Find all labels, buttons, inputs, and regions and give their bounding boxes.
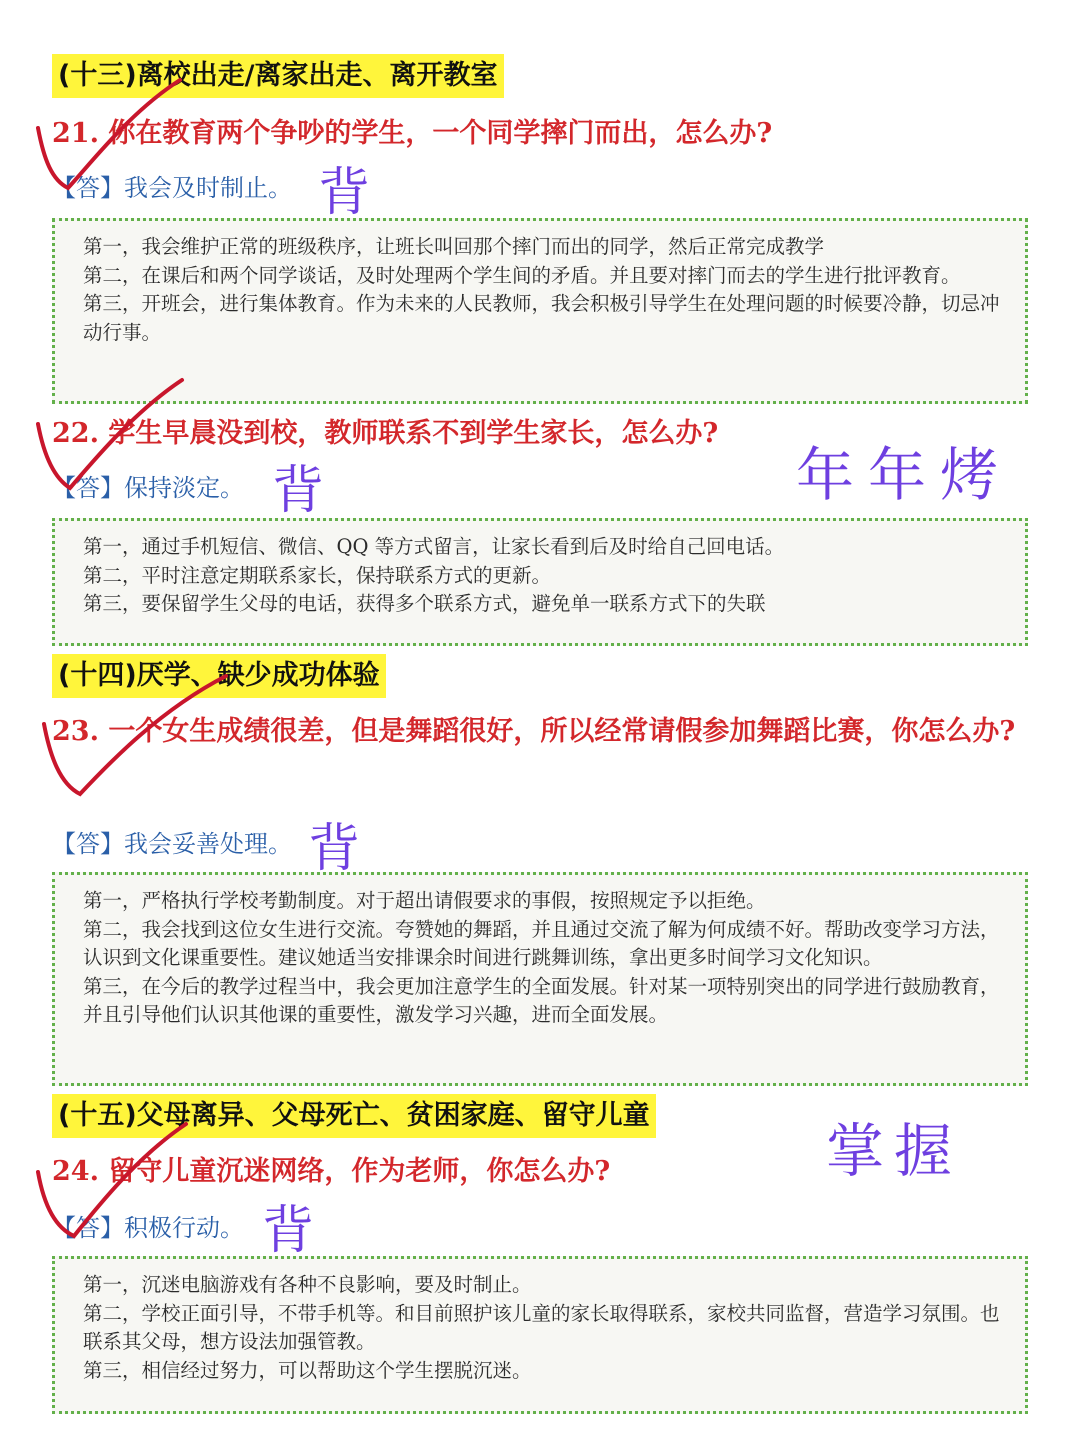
- answer-summary: 【答】我会及时制止。: [52, 174, 292, 202]
- question-title: 22. 学生早晨没到校，教师联系不到学生家长，怎么办?: [52, 418, 719, 449]
- section-heading: (十五)父母离异、父母死亡、贫困家庭、留守儿童: [52, 1094, 656, 1138]
- answer-point: 第三，在今后的教学过程当中，我会更加注意学生的全面发展。针对某一项特别突出的同学进行鼓励教育，并且引导他们认识其他课的重要性，激发学习兴趣，进而全面发展。: [83, 974, 1000, 1026]
- answer-point: 第二，平时注意定期联系家长，保持联系方式的更新。: [83, 563, 552, 587]
- handwritten-note: 背: [272, 461, 331, 521]
- answer-box: [52, 218, 1028, 404]
- answer-point: 第一，沉迷电脑游戏有各种不良影响，要及时制止。: [83, 1273, 532, 1296]
- answer-point: 第一，我会维护正常的班级秩序，让班长叫回那个摔门而出的同学，然后正常完成教学: [83, 235, 825, 258]
- handwritten-note: 背: [262, 1201, 321, 1261]
- section-heading: (十三)离校出走/离家出走、离开教室: [52, 54, 504, 98]
- answer-point: 第一，严格执行学校考勤制度。对于超出请假要求的事假，按照规定予以拒绝。: [83, 889, 766, 912]
- question-title: 23. 一个女生成绩很差，但是舞蹈很好，所以经常请假参加舞蹈比赛，你怎么办?: [52, 716, 1016, 747]
- answer-point: 第二，在课后和两个同学谈话，及时处理两个学生间的矛盾。并且要对摔门而去的学生进行批评教育。: [83, 263, 961, 287]
- section-heading: (十四)厌学、缺少成功体验: [52, 654, 386, 698]
- handwritten-note: 背: [308, 819, 367, 879]
- handwritten-note: 年年烤: [796, 441, 1013, 509]
- answer-point: 第一，通过手机短信、微信、QQ 等方式留言，让家长看到后及时给自己回电话。: [83, 535, 785, 558]
- handwritten-note: 背: [318, 163, 377, 223]
- answer-box: [52, 518, 1028, 646]
- answer-point: 第二，学校正面引导，不带手机等。和目前照护该儿童的家长取得联系，家校共同监督，营造学习氛围。也联系其父母，想方设法加强管教。: [83, 1301, 1000, 1353]
- question-title: 24. 留守儿童沉迷网络，作为老师，你怎么办?: [52, 1156, 611, 1187]
- answer-summary: 【答】积极行动。: [52, 1214, 244, 1242]
- answer-box: [52, 1256, 1028, 1414]
- answer-point: 第三，要保留学生父母的电话，获得多个联系方式，避免单一联系方式下的失联: [83, 592, 766, 615]
- answer-point: 第三，开班会，进行集体教育。作为未来的人民教师，我会积极引导学生在处理问题的时候要冷静，切忌冲动行事。: [83, 292, 1000, 344]
- answer-summary: 【答】保持淡定。: [52, 474, 244, 502]
- handwritten-note: 掌握: [826, 1117, 963, 1185]
- answer-point: 第三，相信经过努力，可以帮助这个学生摆脱沉迷。: [83, 1358, 532, 1382]
- question-title: 21. 你在教育两个争吵的学生，一个同学摔门而出，怎么办?: [52, 118, 773, 149]
- answer-summary: 【答】我会妥善处理。: [52, 830, 292, 858]
- answer-box: [52, 872, 1028, 1086]
- answer-point: 第二，我会找到这位女生进行交流。夸赞她的舞蹈，并且通过交流了解为何成绩不好。帮助改变学习方法，认识到文化课重要性。建议她适当安排课余时间进行跳舞训练，拿出更多时间学习文化知识。: [83, 917, 1000, 969]
